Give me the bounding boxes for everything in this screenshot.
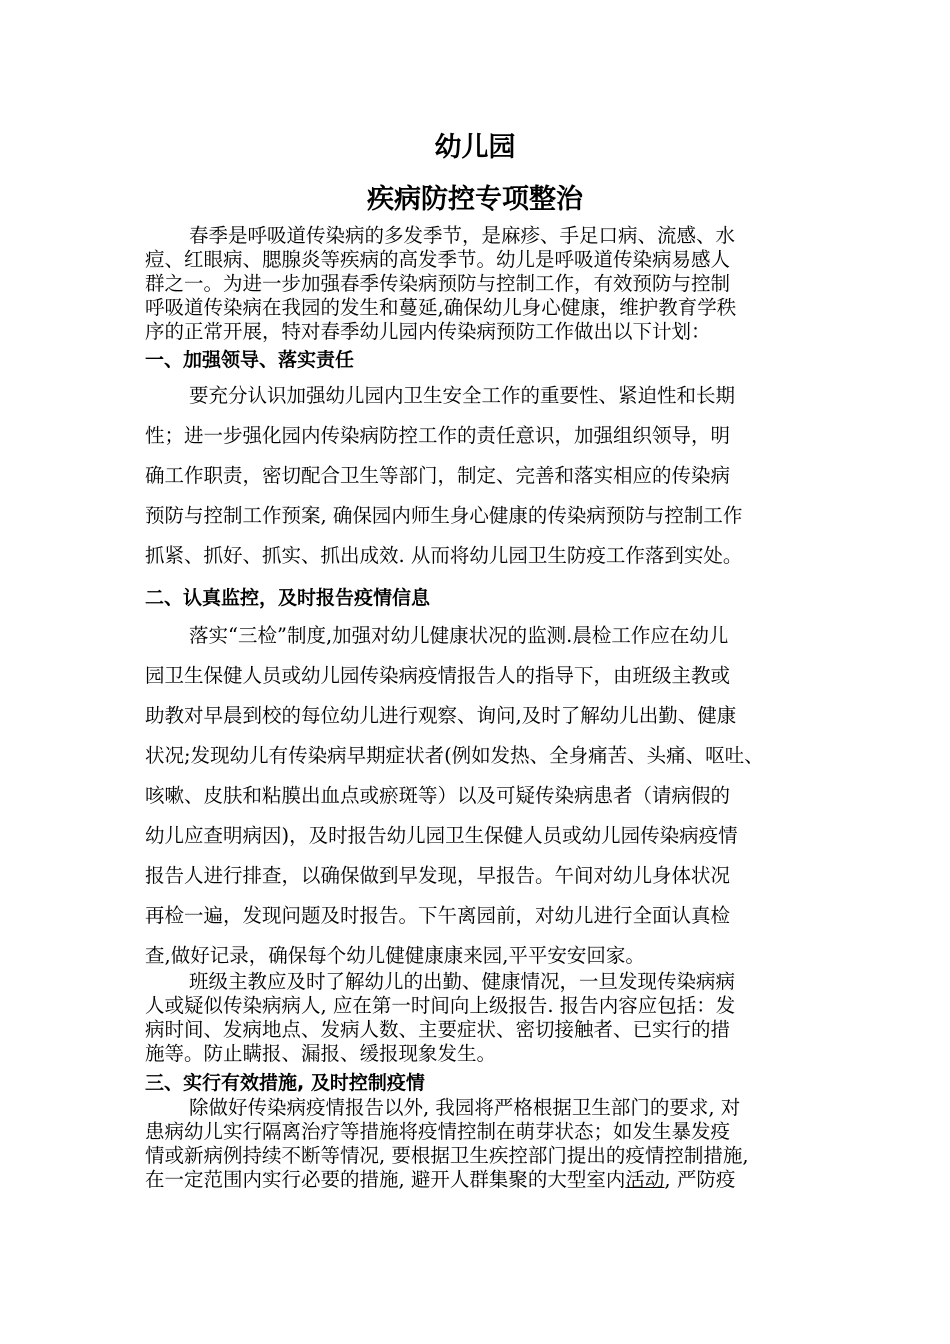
section-1-paragraph — [145, 376, 815, 576]
section-3-line-after-link: , 严防疫 — [664, 1168, 736, 1191]
section-2-line: 再检一遍，发现问题及时报告。下午离园前，对幼儿进行全面认真检 — [145, 904, 731, 927]
section-1-line: 预防与控制工作预案, 确保园内师生身心健康的传染病预防与控制工作 — [145, 504, 743, 527]
section-2-p2-line: 人或疑似传染病病人, 应在第一时间向上级报告. 报告内容应包括：发 — [145, 994, 736, 1017]
section-3-heading: 三、实行有效措施, 及时控制疫情 — [145, 1072, 425, 1094]
section-3-line: 除做好传染病疫情报告以外, 我园将严格根据卫生部门的要求, 对 — [189, 1096, 741, 1119]
section-1-line: 性；进一步强化园内传染病防控工作的责任意识，加强组织领导，明 — [145, 424, 731, 447]
section-1-line: 抓紧、抓好、抓实、抓出成效. 从而将幼儿园卫生防疫工作落到实处。 — [145, 544, 743, 567]
section-2-p2-line: 班级主教应及时了解幼儿的出勤、健康情况，一旦发现传染病病 — [189, 970, 736, 993]
section-2-line: 落实“三检”制度,加强对幼儿健康状况的监测.晨检工作应在幼儿 — [189, 624, 729, 647]
section-2-line: 助教对早晨到校的每位幼儿进行观察、询问,及时了解幼儿出勤、健康 — [145, 704, 737, 727]
intro-line: 呼吸道传染病在我园的发生和蔓延,确保幼儿身心健康，维护教育学秩 — [145, 296, 737, 319]
section-1-line: 要充分认识加强幼儿园内卫生安全工作的重要性、紧迫性和长期 — [189, 384, 736, 407]
document-title: 幼儿园 — [434, 132, 516, 163]
intro-line: 群之一。为进一步加强春季传染病预防与控制工作，有效预防与控制 — [145, 272, 731, 295]
section-1-line: 确工作职责，密切配合卫生等部门，制定、完善和落实相应的传染病 — [145, 464, 731, 487]
section-2-p2-line: 施等。防止瞒报、漏报、缓报现象发生。 — [145, 1042, 497, 1065]
section-2-line: 查,做好记录，确保每个幼儿健健康康来园,平平安安回家。 — [145, 944, 645, 967]
section-2-line: 咳嗽、皮肤和粘膜出血点或瘀斑等）以及可疑传染病患者（请病假的 — [145, 784, 731, 807]
section-2-heading: 二、认真监控，及时报告疫情信息 — [145, 587, 431, 609]
section-3-line-before-link: 在一定范围内实行必要的措施, 避开人群集聚的大型室内 — [145, 1168, 626, 1191]
section-2-p2-line: 病时间、发病地点、发病人数、主要症状、密切接触者、已实行的措 — [145, 1018, 731, 1041]
section-2-line: 园卫生保健人员或幼儿园传染病疫情报告人的指导下，由班级主教或 — [145, 664, 731, 687]
document-subtitle: 疾病防控专项整治 — [367, 184, 583, 215]
section-3-line: 患病幼儿实行隔离治疗等措施将疫情控制在萌芽状态；如发生暴发疫 — [145, 1120, 731, 1143]
section-2-line: 状况;发现幼儿有传染病早期症状者(例如发热、全身痛苦、头痛、呕吐、 — [145, 744, 764, 767]
intro-line: 春季是呼吸道传染病的多发季节，是麻疹、手足口病、流感、水 — [189, 224, 736, 247]
intro-line: 痘、红眼病、腮腺炎等疾病的高发季节。幼儿是呼吸道传染病易感人 — [145, 248, 731, 271]
section-2-paragraph-2 — [145, 970, 815, 1066]
section-2-paragraph-1 — [145, 616, 815, 976]
section-2-line: 报告人进行排查，以确保做到早发现，早报告。午间对幼儿身体状况 — [145, 864, 731, 887]
section-3-paragraph — [145, 1096, 815, 1192]
section-2-line: 幼儿应查明病因)，及时报告幼儿园卫生保健人员或幼儿园传染病疫情 — [145, 824, 738, 847]
section-3-line: 情或新病例持续不断等情况, 要根据卫生疾控部门提出的疫情控制措施, — [145, 1144, 749, 1167]
section-3-last-line — [145, 1168, 815, 1192]
intro-paragraph — [145, 224, 815, 344]
activity-link[interactable]: 活动 — [625, 1168, 665, 1191]
intro-line: 序的正常开展，特对春季幼儿园内传染病预防工作做出以下计划： — [145, 320, 711, 343]
section-1-heading: 一、加强领导、落实责任 — [145, 349, 355, 371]
